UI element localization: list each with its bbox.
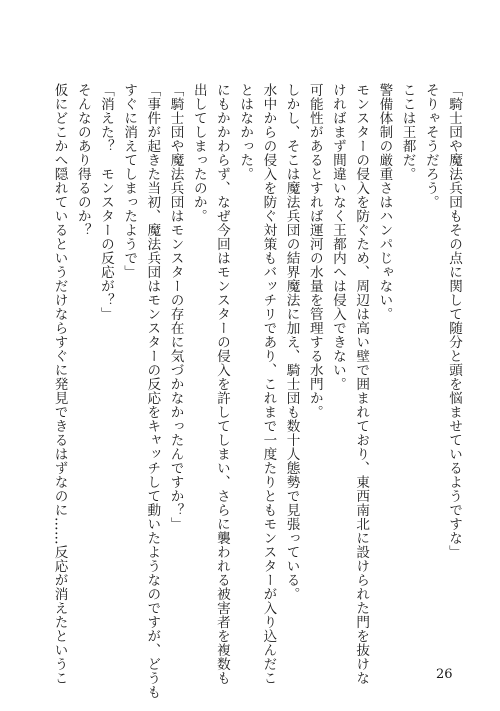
text-line: とはなかった。	[237, 83, 254, 181]
text-line: 水中からの侵入を防ぐ対策もバッチリであり、これまで一度たりともモンスターが入り込んだこ	[260, 83, 277, 685]
text-line: そんなのあり得るのか？	[74, 83, 91, 237]
text-line: 警備体制の厳重さはハンパじゃない。	[376, 83, 393, 321]
text-line: 出してしまったのか。	[190, 83, 207, 223]
text-line: 可能性があるとすれば運河の水量を管理する水門か。	[306, 83, 323, 419]
text-line: モンスターの侵入を防ぐため、周辺は高い壁で囲まれており、東西南北に設けられた門を抜けな	[353, 83, 370, 685]
text-line: 「騎士団や魔法兵団もその点に関して随分と頭を悩ませているようですな」	[446, 83, 462, 559]
text-line: しかし、そこは魔法兵団の結界魔法に加え、騎士団も数十人態勢で見張っている。	[283, 83, 300, 601]
page-number: 26	[436, 667, 453, 682]
text-line: 「事件が起きた当初、魔法兵団はモンスターの反応をキャッチして動いたようなのですが、どうも	[144, 83, 161, 699]
text-line: 「消えた？ モンスターの反応が？」	[97, 83, 114, 321]
text-line: ければまず間違いなく王都内へは侵入できない。	[329, 83, 346, 391]
text-line: そりゃそうだろう。	[422, 83, 439, 209]
text-line: すぐに消えてしまったようで」	[121, 83, 138, 279]
text-line: にもかかわらず、なぜ今回はモンスターの侵入を許してしまい、さらに襲われる被害者を複数も	[213, 83, 230, 685]
text-line: ここは王都だ。	[399, 83, 416, 181]
text-line: 「騎士団や魔法兵団はモンスターの存在に気づかなかったんですか？」	[167, 83, 184, 531]
text-line: 仮にどこかへ隠れているというだけならすぐに発見できるはずなのに……反応が消えたというこ	[51, 83, 68, 685]
